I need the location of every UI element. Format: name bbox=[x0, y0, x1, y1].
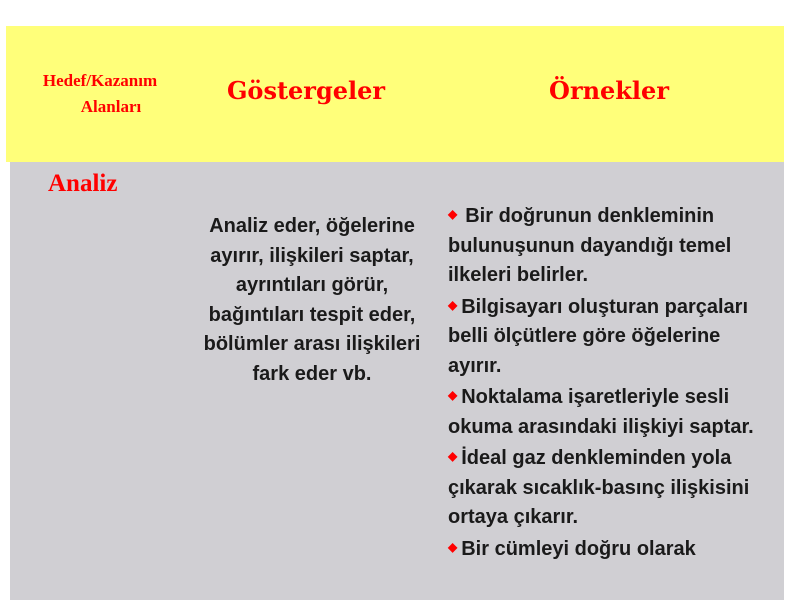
cell-examples bbox=[448, 200, 768, 564]
example-text: İdeal gaz denkleminden yola çıkarak sıcaklık-basınç ilişkisini ortaya çıkarır. bbox=[448, 447, 750, 528]
diamond-bullet-icon: ◆ bbox=[448, 297, 458, 312]
diamond-bullet-icon: ◆ bbox=[448, 449, 458, 463]
table-body-row bbox=[10, 162, 784, 600]
list-item bbox=[448, 533, 768, 565]
header-target-areas-line1: Hedef/Kazanım bbox=[42, 71, 158, 90]
header-indicators: Göstergeler bbox=[226, 76, 386, 105]
example-text: Bilgisayarı oluşturan parçaları belli ölçütlere göre öğelerine ayırır. bbox=[448, 295, 749, 377]
slide-table bbox=[6, 26, 784, 600]
list-item bbox=[448, 381, 768, 442]
examples-list bbox=[448, 200, 768, 564]
list-item bbox=[448, 200, 768, 291]
table-header-row bbox=[6, 26, 784, 162]
cell-area-analiz: Analiz bbox=[48, 170, 118, 197]
list-item bbox=[448, 291, 768, 382]
example-text: Bir cümleyi doğru olarak bbox=[461, 537, 696, 560]
cell-indicators: Analiz eder, öğelerine ayırır, ilişkileri saptar, ayrıntıları görür, bağıntıları tespit eder, bölümler arası ilişkileri fark eder vb. bbox=[203, 215, 421, 385]
header-target-areas bbox=[12, 68, 188, 120]
diamond-bullet-icon: ◆ bbox=[448, 207, 458, 221]
header-target-areas-line2: Alanları bbox=[80, 97, 142, 116]
example-text: Noktalama işaretleriyle sesli okuma arasındaki ilişkiyi saptar. bbox=[448, 386, 754, 438]
example-text: Bir doğrunun denkleminin bulunuşunun dayandığı temel ilkeleri belirler. bbox=[448, 205, 732, 286]
header-examples: Örnekler bbox=[549, 76, 669, 105]
diamond-bullet-icon: ◆ bbox=[448, 539, 458, 554]
list-item bbox=[448, 442, 768, 533]
diamond-bullet-icon: ◆ bbox=[448, 388, 458, 402]
